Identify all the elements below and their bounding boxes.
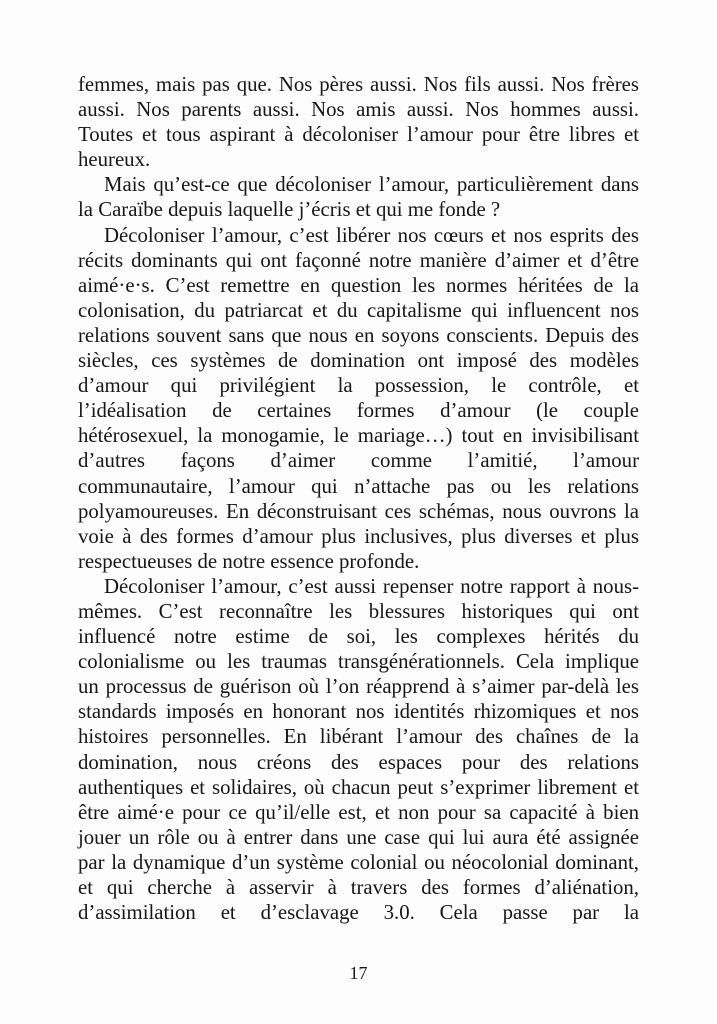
text-line: hétérosexuel, la monogamie, le mariage…) tout en invisibilisant <box>78 424 639 448</box>
text-line: domination, nous créons des espaces pour des relations <box>78 750 639 774</box>
text-line: d’assimilation et d’esclavage 3.0. Cela passe par la <box>78 901 639 925</box>
text-line: histoires personnelles. En libérant l’amour des chaînes de la <box>78 725 639 749</box>
text-line: Toutes et tous aspirant à décoloniser l’amour pour être libres et <box>78 123 639 147</box>
text-line: Décoloniser l’amour, c’est libérer nos cœurs et nos esprits des <box>104 223 639 247</box>
text-line: polyamoureuses. En déconstruisant ces schémas, nous ouvrons la <box>78 499 639 523</box>
text-line: relations souvent sans que nous en soyons conscients. Depuis des <box>78 323 639 347</box>
text-line: standards imposés en honorant nos identités rhizomiques et nos <box>78 700 639 724</box>
text-line: un processus de guérison où l’on réapprend à s’aimer par-delà les <box>78 675 639 699</box>
text-line: aimé·e·s. C’est remettre en question les normes héritées de la <box>78 273 639 297</box>
page-number: 17 <box>349 963 368 983</box>
text-line: respectueuses de notre essence profonde. <box>78 549 420 573</box>
text-line: d’autres façons d’aimer comme l’amitié, l’amour <box>78 449 639 473</box>
paragraph <box>78 574 639 925</box>
paragraph <box>78 223 639 574</box>
text-line: siècles, ces systèmes de domination ont imposé des modèles <box>78 349 639 373</box>
text-line: voie à des formes d’amour plus inclusives, plus diverses et plus <box>78 524 639 548</box>
text-line: femmes, mais pas que. Nos pères aussi. Nos fils aussi. Nos frères <box>78 73 639 96</box>
text-line: par la dynamique d’un système colonial ou néocolonial dominant, <box>78 850 639 874</box>
text-line: récits dominants qui ont façonné notre manière d’aimer et d’être <box>78 248 639 272</box>
text-line: l’idéalisation de certaines formes d’amour (le couple <box>78 399 639 423</box>
page-text-block <box>78 72 639 925</box>
text-line: Mais qu’est-ce que décoloniser l’amour, particulièrement dans <box>104 173 639 197</box>
text-line: être aimé·e pour ce qu’il/elle est, et non pour sa capacité à bien <box>78 800 639 824</box>
text-line: aussi. Nos parents aussi. Nos amis aussi. Nos hommes aussi. <box>78 98 639 122</box>
text-line: jouer un rôle ou à entrer dans une case qui lui aura été assignée <box>78 825 639 849</box>
text-line: colonialisme ou les traumas transgénérationnels. Cela implique <box>78 650 639 674</box>
paragraph <box>78 72 639 172</box>
text-line: mêmes. C’est reconnaître les blessures historiques qui ont <box>78 599 639 623</box>
text-line: colonisation, du patriarcat et du capitalisme qui influencent nos <box>78 298 639 322</box>
text-line: Décoloniser l’amour, c’est aussi repenser notre rapport à nous- <box>104 574 639 598</box>
text-line: la Caraïbe depuis laquelle j’écris et qui me fonde ? <box>78 198 501 222</box>
text-line: d’amour qui privilégient la possession, le contrôle, et <box>78 374 639 398</box>
text-line: communautaire, l’amour qui n’attache pas ou les relations <box>78 474 639 498</box>
text-line: influencé notre estime de soi, les complexes hérités du <box>78 625 639 649</box>
text-line: et qui cherche à asservir à travers des formes d’aliénation, <box>78 876 639 899</box>
paragraph <box>78 172 639 222</box>
text-line: heureux. <box>78 148 151 172</box>
text-line: authentiques et solidaires, où chacun peut s’exprimer librement et <box>78 775 639 799</box>
